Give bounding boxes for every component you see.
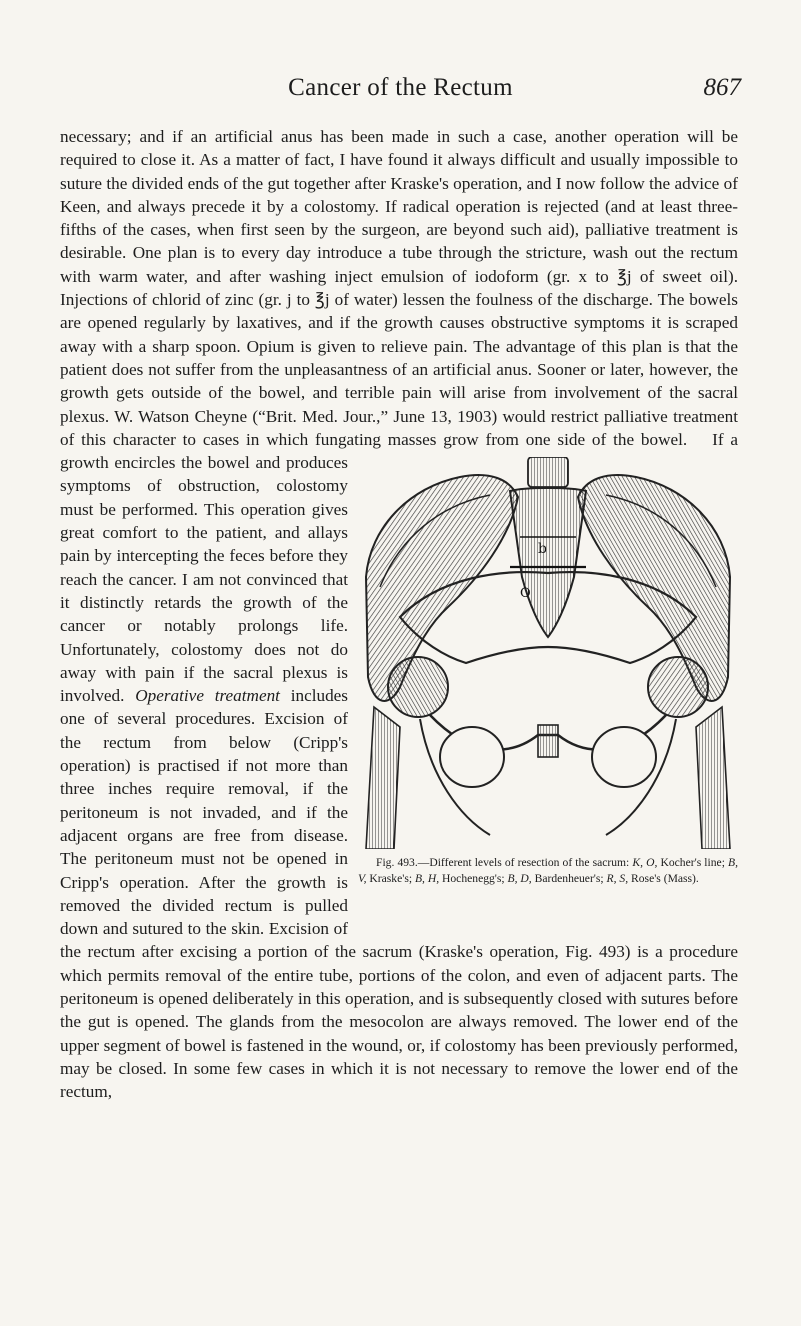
label-b: b (538, 541, 547, 558)
caption-rose: Rose's (Mass). (628, 872, 699, 886)
page-header (60, 74, 741, 110)
caption-lead: Fig. 493.—Different levels of resection of the sacrum: (376, 856, 630, 870)
caption-kocher: Kocher's line; (657, 856, 729, 870)
caption-b-h: B, H, (414, 872, 440, 886)
paragraph-1: necessary; and if an artificial anus has been made in such a case, another operation will be required to close it. As a matter of fact, I have found it always difficult and usually impossible to suture the divided ends of the gut together after Kraske's operation, and I now follow the advice of Keen, and always precede it by a colostomy. If radical operation is rejected (and at least three-fifths of the cases, when first seen by the surgeon, are beyond such aid), palliative treatment is desirable. One plan is to every day introduce a tube through the stricture, wash out the rectum with warm water, and after washing inject emulsion of iodoform (gr. x to ℥j of sweet oil). Injections of chlorid of zinc (gr. j to ℥j of water) lessen the foulness of the discharge. The bowels are opened regularly by laxatives, and if the growth causes obstructive symptoms it is scraped away with a sharp spoon. Opium is given to relieve pain. The advantage of this plan is that the patient does not suffer from the unpleasantness of an artificial anus. Sooner or later, however, the growth gets outside of the bowel, and terrible pain will arise from involvement of the sacral plexus. W. Watson Cheyne (“Brit. Med. Jour.,” June 13, 1903) would restrict palliative treatment of this character to cases in which fungating masses grow from one side of the bowel. (60, 127, 738, 449)
caption-hochenegg: Hochenegg's; (439, 872, 508, 886)
right-acetabulum (648, 657, 708, 717)
paragraph-2: If a growth encircles the bowel and produces symptoms of obstruction, colostomy must be performed. This operation gives great comfort to the patient, and allays pain by intercepting the feces before they reach the cancer. I am not convinced that it distinctly retards the growth of the cancer or notably prolongs life. Unfortunately, colostomy does not do away with pain if the sacral plexus is involved. (60, 429, 739, 706)
caption-k-o: K, O, (632, 856, 658, 870)
page-number: 867 (703, 74, 741, 101)
left-acetabulum (388, 657, 448, 717)
label-o: O (520, 586, 531, 602)
caption-kraske: Kraske's; (366, 872, 415, 886)
figure-caption (358, 855, 738, 887)
caption-b-d: B, D, (507, 872, 532, 886)
paragraph-2-rest: includes one of several procedures. Excision of the rectum from below (Cripp's operation) is practised if not more than three inches require removal, if the peritoneum is not invaded, and if the adjacent organs are free from disease. The peritoneum must not be opened in Cripp's operation. After the growth is removed the divided rectum is pulled down and sutured to the skin. Excision of the rectum after excising a portion of the sacrum (Kraske's operation, Fig. 493) is a procedure which permits removal of the entire tube, portions of the colon, and even of adjacent parts. The peritoneum is opened deliberately in this operation, and is subsequently closed with sutures before the gut is opened. The glands from the mesocolon are always removed. The lower end of the upper segment of bowel is fastened in the wound, or, if colostomy has been previously performed, may be closed. In some few cases in which it is not necessary to remove the lower end of the rectum, (60, 686, 738, 1102)
caption-r-s: R, S, (606, 872, 629, 886)
figure-493 (358, 455, 738, 933)
caption-b-v: B, V, (358, 856, 738, 886)
running-title: Cancer of the Rectum (288, 74, 513, 101)
caption-bardenheuer: Bardenheuer's; (531, 872, 607, 886)
sacrum (510, 488, 586, 637)
operative-heading: Operative treatment (135, 686, 280, 706)
main-text (60, 125, 738, 1103)
pelvis-illustration (360, 457, 736, 849)
